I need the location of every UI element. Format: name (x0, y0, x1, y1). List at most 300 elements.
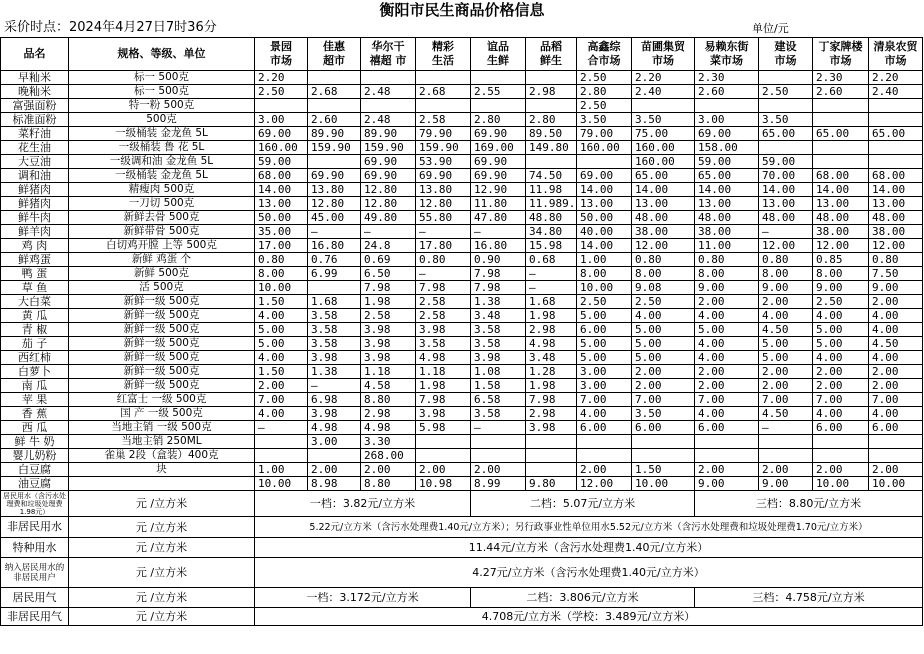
price-cell: 4.00 (695, 309, 759, 323)
table-row (1, 421, 923, 435)
price-cell: 13.00 (632, 197, 695, 211)
utility-price: 二档：3.806元/立方米 (471, 588, 695, 608)
price-cell (416, 435, 471, 449)
price-cell: 0.69 (361, 253, 416, 267)
price-cell: 3.58 (308, 323, 361, 337)
price-cell: 7.98 (471, 281, 526, 295)
price-cell (308, 449, 361, 463)
price-cell: 7.00 (577, 393, 632, 407)
price-timestamp: 采价时点：2024年4月27日7时36分 (4, 20, 217, 35)
commodity-spec: 500克 (69, 113, 255, 127)
commodity-spec: 新鲜去骨 500克 (69, 211, 255, 225)
price-cell: 1.00 (255, 463, 308, 477)
price-cell: 4.00 (577, 407, 632, 421)
utility-price: 一档：3.82元/立方米 (255, 491, 471, 517)
price-cell: 6.00 (577, 421, 632, 435)
commodity-name: 鸭 蛋 (1, 267, 69, 281)
price-cell: 5.00 (813, 323, 869, 337)
commodity-spec: 新鲜一级 500克 (69, 379, 255, 393)
price-cell: 68.00 (813, 169, 869, 183)
commodity-name: 油豆腐 (1, 477, 69, 491)
price-cell: 1.98 (526, 379, 577, 393)
price-cell: 12.00 (759, 239, 813, 253)
price-cell: 159.90 (361, 141, 416, 155)
price-cell: 3.98 (361, 337, 416, 351)
price-cell: 4.00 (695, 351, 759, 365)
price-cell: 14.00 (695, 183, 759, 197)
price-cell: 2.60 (695, 85, 759, 99)
price-cell: 69.90 (416, 169, 471, 183)
utility-unit: 元 /立方米 (69, 608, 255, 626)
price-cell: 2.80 (471, 113, 526, 127)
commodity-name: 鲜羊肉 (1, 225, 69, 239)
utility-row (1, 588, 923, 608)
price-cell: 3.50 (577, 113, 632, 127)
price-cell: 2.40 (869, 85, 923, 99)
price-cell: 48.00 (632, 211, 695, 225)
price-cell: 1.58 (471, 379, 526, 393)
price-cell: 4.00 (869, 351, 923, 365)
price-cell (813, 113, 869, 127)
price-cell: 2.00 (361, 463, 416, 477)
header-cell: 景园 市场 (255, 38, 308, 71)
utility-name: 非居民用气 (1, 608, 69, 626)
utility-unit: 元 /立方米 (69, 558, 255, 588)
price-cell: 1.50 (255, 295, 308, 309)
header-cell: 谊品 生鲜 (471, 38, 526, 71)
price-cell: 11.80 (471, 197, 526, 211)
price-cell: 3.98 (308, 351, 361, 365)
price-cell (869, 141, 923, 155)
price-cell: 2.50 (632, 295, 695, 309)
price-cell: 0.80 (695, 253, 759, 267)
price-cell: 2.60 (813, 85, 869, 99)
price-cell: 38.00 (695, 225, 759, 239)
commodity-name: 青 椒 (1, 323, 69, 337)
price-cell: 1.98 (416, 379, 471, 393)
price-cell: 13.80 (308, 183, 361, 197)
price-cell: 159.90 (308, 141, 361, 155)
commodity-name: 晚籼米 (1, 85, 69, 99)
header-cell: 华尔干 禧超 市 (361, 38, 416, 71)
price-cell: 16.80 (471, 239, 526, 253)
price-cell: 3.98 (361, 323, 416, 337)
price-cell: 3.58 (471, 323, 526, 337)
utility-name: 非居民用水 (1, 517, 69, 538)
commodity-spec: 红富士 一级 500克 (69, 393, 255, 407)
price-cell: 2.50 (759, 85, 813, 99)
price-cell: 5.00 (577, 337, 632, 351)
price-cell (577, 435, 632, 449)
price-cell (632, 435, 695, 449)
price-cell: 4.00 (813, 309, 869, 323)
price-table (0, 37, 923, 626)
commodity-spec: 一级调和油 金龙鱼 5L (69, 155, 255, 169)
price-cell (361, 71, 416, 85)
price-cell (526, 463, 577, 477)
commodity-spec: 当地主销 250ML (69, 435, 255, 449)
header-cell: 丁家牌楼 市场 (813, 38, 869, 71)
price-cell: 5.00 (577, 309, 632, 323)
table-row (1, 379, 923, 393)
header-cell: 精彩 生活 (416, 38, 471, 71)
price-cell (308, 155, 361, 169)
commodity-spec: 一刀切 500克 (69, 197, 255, 211)
commodity-name: 鲜 牛 奶 (1, 435, 69, 449)
commodity-name: 富强面粉 (1, 99, 69, 113)
header-cell: 品稻 鲜生 (526, 38, 577, 71)
price-cell: 2.98 (526, 85, 577, 99)
utility-price: 二档：5.07元/立方米 (471, 491, 695, 517)
price-cell: 1.68 (526, 295, 577, 309)
price-cell: 6.00 (869, 421, 923, 435)
price-cell: 4.00 (869, 323, 923, 337)
table-row (1, 127, 923, 141)
table-row (1, 225, 923, 239)
price-cell: 0.80 (869, 253, 923, 267)
price-cell: – (471, 421, 526, 435)
price-cell: 68.00 (255, 169, 308, 183)
price-cell: 2.50 (577, 71, 632, 85)
price-cell: 7.00 (869, 393, 923, 407)
price-cell: 4.98 (308, 421, 361, 435)
price-cell: 14.00 (759, 183, 813, 197)
price-cell: 7.00 (632, 393, 695, 407)
price-cell: 13.00 (813, 197, 869, 211)
price-cell: 79.90 (416, 127, 471, 141)
price-cell (869, 155, 923, 169)
price-cell: 1.00 (577, 253, 632, 267)
price-cell: 2.00 (695, 379, 759, 393)
utility-row (1, 608, 923, 626)
price-cell (813, 99, 869, 113)
price-cell: – (361, 225, 416, 239)
commodity-name: 南 瓜 (1, 379, 69, 393)
price-cell: 55.80 (416, 211, 471, 225)
price-cell: – (308, 379, 361, 393)
commodity-name: 鲜猪肉 (1, 197, 69, 211)
price-cell: 8.99 (471, 477, 526, 491)
price-cell: 75.00 (632, 127, 695, 141)
price-cell: 2.00 (695, 295, 759, 309)
price-cell: 10.98 (416, 477, 471, 491)
price-cell: 2.48 (361, 113, 416, 127)
price-cell: 1.50 (632, 463, 695, 477)
header-cell: 易赖东街 菜市场 (695, 38, 759, 71)
price-cell: 1.18 (361, 365, 416, 379)
price-cell: 69.00 (577, 169, 632, 183)
price-cell: 47.80 (471, 211, 526, 225)
price-cell: 70.00 (759, 169, 813, 183)
price-cell: 11.00 (695, 239, 759, 253)
price-cell (471, 435, 526, 449)
price-cell: – (416, 225, 471, 239)
commodity-name: 婴儿奶粉 (1, 449, 69, 463)
price-cell: 2.48 (361, 85, 416, 99)
price-cell: 2.98 (361, 407, 416, 421)
price-cell: 268.00 (361, 449, 416, 463)
header-cell: 品名 (1, 38, 69, 71)
header-cell: 规格、等级、单位 (69, 38, 255, 71)
utility-price: 4.27元/立方米（含污水处理费1.40元/立方米） (255, 558, 923, 588)
price-cell: 169.00 (471, 141, 526, 155)
commodity-spec: 白切鸡开膛 上等 500克 (69, 239, 255, 253)
price-cell: 0.80 (416, 253, 471, 267)
price-cell: 7.98 (416, 393, 471, 407)
price-cell: 13.80 (416, 183, 471, 197)
price-cell: 2.00 (869, 295, 923, 309)
price-cell: 65.00 (869, 127, 923, 141)
price-cell: 1.38 (308, 365, 361, 379)
table-row (1, 323, 923, 337)
price-cell: 2.00 (869, 365, 923, 379)
price-cell: 59.00 (255, 155, 308, 169)
price-cell: 7.98 (526, 393, 577, 407)
table-row (1, 113, 923, 127)
price-cell (255, 435, 308, 449)
price-cell: 48.00 (869, 211, 923, 225)
price-cell: 40.00 (577, 225, 632, 239)
price-cell: 45.00 (308, 211, 361, 225)
price-cell: 6.50 (361, 267, 416, 281)
price-cell: 3.00 (308, 435, 361, 449)
price-cell: 68.00 (869, 169, 923, 183)
price-cell: 2.00 (869, 379, 923, 393)
page-title: 衡阳市民生商品价格信息 (379, 1, 545, 19)
price-cell: 3.58 (416, 337, 471, 351)
price-cell: 8.80 (361, 477, 416, 491)
price-cell: 0.85 (813, 253, 869, 267)
price-cell: 50.00 (577, 211, 632, 225)
price-cell: 12.80 (308, 197, 361, 211)
price-cell: 6.00 (577, 323, 632, 337)
price-cell: 6.98 (308, 393, 361, 407)
price-cell: 2.80 (526, 113, 577, 127)
price-cell: – (255, 421, 308, 435)
price-cell: 65.00 (632, 169, 695, 183)
price-cell: 17.00 (255, 239, 308, 253)
price-cell: 59.00 (759, 155, 813, 169)
price-cell: 3.50 (759, 113, 813, 127)
price-cell (813, 435, 869, 449)
price-cell: 48.80 (526, 211, 577, 225)
price-cell: 13.00 (577, 197, 632, 211)
price-cell: 4.00 (813, 351, 869, 365)
price-cell: 1.50 (255, 365, 308, 379)
price-cell: 0.76 (308, 253, 361, 267)
price-cell: 1.98 (361, 295, 416, 309)
price-cell: 2.98 (526, 323, 577, 337)
price-cell: 69.90 (471, 169, 526, 183)
table-row (1, 309, 923, 323)
price-cell: – (759, 421, 813, 435)
price-cell: 9.80 (526, 477, 577, 491)
price-cell: 14.00 (813, 183, 869, 197)
price-cell: 2.20 (255, 71, 308, 85)
price-cell: 10.00 (255, 477, 308, 491)
table-row (1, 85, 923, 99)
commodity-name: 鸡 肉 (1, 239, 69, 253)
price-cell: 2.55 (471, 85, 526, 99)
price-cell: 12.80 (361, 197, 416, 211)
price-cell: 3.98 (471, 351, 526, 365)
price-cell (526, 435, 577, 449)
commodity-spec: 新鲜一级 500克 (69, 365, 255, 379)
price-cell: 2.20 (632, 71, 695, 85)
commodity-name: 苹 果 (1, 393, 69, 407)
price-cell (526, 449, 577, 463)
utility-name: 居民用水（含污水处理费和垃圾处理费1.98元） (1, 491, 69, 517)
price-cell: 2.00 (813, 463, 869, 477)
price-cell (759, 71, 813, 85)
price-cell (308, 71, 361, 85)
price-cell: 7.98 (361, 281, 416, 295)
price-cell: 3.00 (577, 379, 632, 393)
price-cell: 3.00 (255, 113, 308, 127)
utility-price: 三档：4.758元/立方米 (695, 588, 923, 608)
utility-unit: 元 /立方米 (69, 538, 255, 558)
table-row (1, 435, 923, 449)
price-cell: 7.00 (255, 393, 308, 407)
price-cell: 14.00 (255, 183, 308, 197)
commodity-spec: 新鲜 鸡蛋 个 (69, 253, 255, 267)
price-cell: 4.00 (759, 309, 813, 323)
price-cell: 4.98 (361, 421, 416, 435)
price-cell: 2.60 (308, 113, 361, 127)
price-cell (869, 449, 923, 463)
price-cell: 5.98 (416, 421, 471, 435)
price-cell: 2.58 (416, 113, 471, 127)
price-cell: 3.58 (308, 337, 361, 351)
price-cell: 14.00 (632, 183, 695, 197)
price-cell: 2.50 (813, 295, 869, 309)
utility-price: 5.22元/立方米（含污水处理费1.40元/立方米）；另行政事业性单位用水5.52元/立方米（含污水处理费和垃圾处理费1.70元/立方米） (255, 517, 923, 538)
price-cell: 89.50 (526, 127, 577, 141)
price-cell: 2.00 (632, 379, 695, 393)
price-cell (416, 71, 471, 85)
price-cell: 8.00 (632, 267, 695, 281)
price-cell: 0.80 (255, 253, 308, 267)
commodity-spec: 新鲜一级 500克 (69, 323, 255, 337)
price-cell: 7.50 (869, 267, 923, 281)
commodity-name: 白萝卜 (1, 365, 69, 379)
commodity-name: 鲜猪肉 (1, 183, 69, 197)
commodity-spec: 新鲜 500克 (69, 267, 255, 281)
price-cell: 17.80 (416, 239, 471, 253)
price-cell: 7.98 (471, 267, 526, 281)
utility-row (1, 538, 923, 558)
price-cell: 8.00 (759, 267, 813, 281)
price-cell: 1.18 (416, 365, 471, 379)
table-row (1, 477, 923, 491)
price-cell: 2.00 (255, 379, 308, 393)
price-cell: 4.00 (813, 407, 869, 421)
header-cell: 佳惠 超市 (308, 38, 361, 71)
utility-price: 11.44元/立方米（含污水处理费1.40元/立方米） (255, 538, 923, 558)
table-row (1, 169, 923, 183)
price-cell: 35.00 (255, 225, 308, 239)
price-cell: 65.00 (813, 127, 869, 141)
price-cell (813, 449, 869, 463)
price-cell (255, 449, 308, 463)
price-cell: 48.00 (813, 211, 869, 225)
price-cell: 6.00 (632, 421, 695, 435)
price-cell: 2.00 (695, 365, 759, 379)
price-cell: 6.00 (813, 421, 869, 435)
price-cell: 69.90 (308, 169, 361, 183)
price-cell (471, 71, 526, 85)
price-cell: 6.00 (695, 421, 759, 435)
commodity-name: 早籼米 (1, 71, 69, 85)
price-cell (759, 99, 813, 113)
commodity-spec: 新鲜带骨 500克 (69, 225, 255, 239)
price-cell (869, 113, 923, 127)
price-cell: – (308, 225, 361, 239)
price-cell: 160.00 (632, 141, 695, 155)
price-cell (695, 99, 759, 113)
price-cell: 6.58 (471, 393, 526, 407)
price-cell: 8.00 (255, 267, 308, 281)
price-cell (759, 435, 813, 449)
commodity-spec: 特一粉 500克 (69, 99, 255, 113)
commodity-name: 鲜牛肉 (1, 211, 69, 225)
price-cell: 3.98 (308, 407, 361, 421)
commodity-name: 调和油 (1, 169, 69, 183)
price-cell: 69.90 (361, 169, 416, 183)
table-row (1, 253, 923, 267)
price-cell: 69.00 (255, 127, 308, 141)
price-cell: 5.00 (255, 337, 308, 351)
unit-label: 单位/元 (752, 22, 789, 35)
price-cell: 2.80 (577, 85, 632, 99)
price-cell: 3.48 (471, 309, 526, 323)
table-row (1, 71, 923, 85)
price-cell: 4.00 (255, 309, 308, 323)
price-cell: 4.98 (526, 337, 577, 351)
price-cell: 2.98 (526, 407, 577, 421)
price-cell: 9.00 (813, 281, 869, 295)
commodity-spec: 精瘦肉 500克 (69, 183, 255, 197)
price-cell: 12.80 (361, 183, 416, 197)
price-cell: 9.08 (632, 281, 695, 295)
commodity-name: 香 蕉 (1, 407, 69, 421)
price-cell: 4.00 (695, 337, 759, 351)
price-cell: 0.90 (471, 253, 526, 267)
price-cell: 5.00 (632, 323, 695, 337)
utility-price: 三档：8.80元/立方米 (695, 491, 923, 517)
price-cell: 2.00 (813, 365, 869, 379)
price-cell (869, 435, 923, 449)
price-cell: 8.00 (813, 267, 869, 281)
price-cell: 7.00 (695, 393, 759, 407)
commodity-spec: 一级桶装 鲁 花 5L (69, 141, 255, 155)
price-cell: 5.00 (577, 351, 632, 365)
price-cell (416, 99, 471, 113)
price-cell: 2.00 (759, 295, 813, 309)
price-cell: 0.80 (632, 253, 695, 267)
price-cell (255, 99, 308, 113)
price-cell: 8.80 (361, 393, 416, 407)
price-cell: 12.00 (869, 239, 923, 253)
commodity-name: 大白菜 (1, 295, 69, 309)
table-row (1, 463, 923, 477)
price-cell: 3.98 (361, 351, 416, 365)
price-cell: 69.90 (471, 127, 526, 141)
commodity-spec: 新鲜一级 500克 (69, 351, 255, 365)
price-cell: 7.00 (813, 393, 869, 407)
table-row (1, 155, 923, 169)
table-row (1, 351, 923, 365)
